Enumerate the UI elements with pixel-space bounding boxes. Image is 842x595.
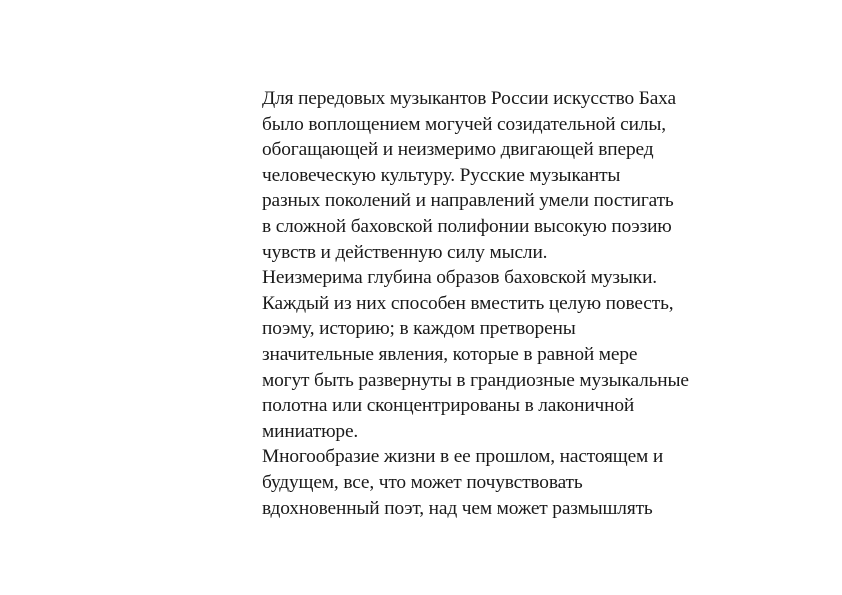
text-line: Многообразие жизни в ее прошлом, настоящем и: [262, 446, 664, 468]
text-line: могут быть развернуты в грандиозные музыкальные: [262, 369, 689, 391]
text-line: человеческую культуру. Русские музыканты: [262, 164, 621, 186]
text-line: разных поколений и направлений умели постигать: [262, 190, 674, 212]
text-line: Для передовых музыкантов России искусство Баха: [262, 88, 676, 109]
text-line: в сложной баховской полифонии высокую поэзию: [262, 215, 672, 237]
text-line: было воплощением могучей созидательной силы,: [262, 113, 666, 135]
text-line: полотна или сконцентрированы в лаконичной: [262, 395, 635, 417]
text-line: значительные явления, которые в равной мере: [262, 343, 638, 365]
text-line: обогащающей и неизмеримо двигающей вперед: [262, 139, 654, 161]
text-line: будущем, все, что может почувствовать: [262, 471, 583, 493]
text-line: Неизмерима глубина образов баховской музыки.: [262, 267, 658, 289]
text-line: миниатюре.: [262, 420, 359, 442]
text-line: вдохновенный поэт, над чем может размышлять: [262, 497, 653, 519]
text-line: поэму, историю; в каждом претворены: [262, 318, 576, 340]
text-line: Каждый из них способен вместить целую повесть,: [262, 292, 674, 314]
body-text: [262, 86, 822, 521]
text-line: чувств и действенную силу мысли.: [262, 241, 548, 263]
